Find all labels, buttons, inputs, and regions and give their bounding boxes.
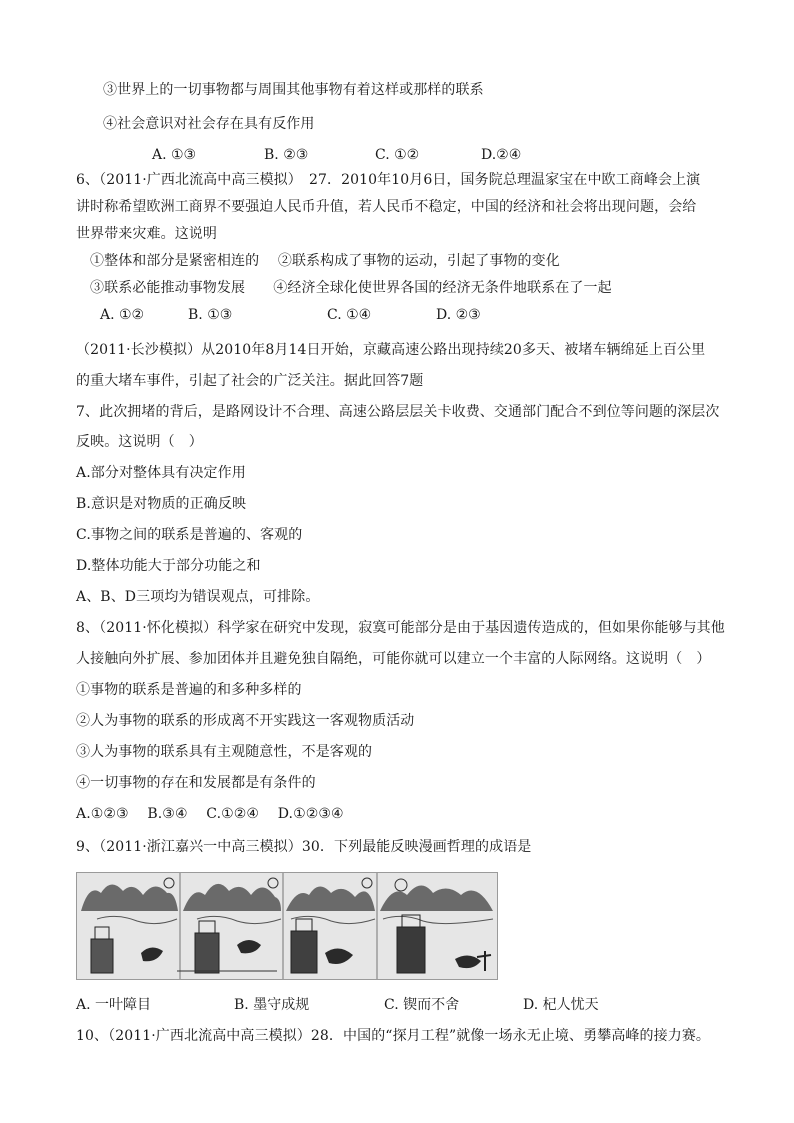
q6-statements-1-2: ①整体和部分是紧密相连的 ②联系构成了事物的运动，引起了事物的变化 [90,253,560,269]
q9-option-a: A. 一叶障目 [76,997,152,1013]
q6-option-c: C. ①④ [327,307,372,323]
q6-option-d: D. ②③ [436,307,481,323]
q10-stem-line-1: 10、（2011·广西北流高中高三模拟）28．中国的“探月工程”就像一场永无止境、勇攀高峰的接力赛。 [76,1028,711,1044]
q7-option-d: D.整体功能大于部分功能之和 [76,558,261,574]
q5-option-c: C. ①② [375,147,420,163]
q8-stem-line-2: 人接触向外扩展、参加团体并且避免独自隔绝，可能你就可以建立一个丰富的人际网络。这说明（ ） [76,651,711,667]
q9-option-b: B. 墨守成规 [234,997,310,1013]
q6-option-b: B. ①③ [188,307,233,323]
q6-statements-3-4: ③联系必能推动事物发展 ④经济全球化使世界各国的经济无条件地联系在了一起 [90,280,612,296]
q8-statement-1: ①事物的联系是普遍的和多种多样的 [76,682,302,698]
q7-context-line-2: 的重大堵车事件，引起了社会的广泛关注。据此回答7题 [76,373,424,389]
q5-option-b: B. ②③ [264,147,309,163]
q6-options [0,305,794,325]
q7-stem-line-2: 反映。这说明（ ） [76,434,203,450]
cartoon-drawing [77,873,497,979]
q8-stem-line-1: 8、（2011·怀化模拟）科学家在研究中发现，寂寞可能部分是由于基因遗传造成的，但如果你能够与其他 [76,620,725,636]
q5-options [0,145,794,165]
q8-statement-4: ④一切事物的存在和发展都是有条件的 [76,775,316,791]
q8-statement-2: ②人为事物的联系的形成离不开实践这一客观物质活动 [76,713,415,729]
q7-option-c: C.事物之间的联系是普遍的、客观的 [76,527,303,543]
q6-stem-line-1: 6、（2011·广西北流高中高三模拟） 27．2010年10月6日，国务院总理温家宝在中欧工商峰会上演 [76,172,701,188]
q5-option-d: D.②④ [481,147,522,163]
q9-stem: 9、（2011·浙江嘉兴一中高三模拟）30．下列最能反映漫画哲理的成语是 [76,839,532,855]
q9-options [0,995,794,1015]
q6-stem-line-2: 讲时称希望欧洲工商界不要强迫人民币升值，若人民币不稳定，中国的经济和社会将出现问题，会给 [76,199,697,215]
q6-stem-line-3: 世界带来灾难。这说明 [76,226,217,242]
q7-explanation: A、B、D三项均为错误观点，可排除。 [76,589,320,605]
q7-option-a: A.部分对整体具有决定作用 [76,465,246,481]
q5-statement-4: ④社会意识对社会存在具有反作用 [103,116,315,132]
q8-options: A.①②③ B.③④ C.①②④ D.①②③④ [76,806,344,822]
q8-statement-3: ③人为事物的联系具有主观随意性，不是客观的 [76,744,373,760]
q6-option-a: A. ①② [100,307,145,323]
q7-stem-line-1: 7、此次拥堵的背后，是路网设计不合理、高速公路层层关卡收费、交通部门配合不到位等问题的深层次 [76,404,720,420]
q5-option-a: A. ①③ [152,147,197,163]
q5-statement-3: ③世界上的一切事物都与周围其他事物有着这样或那样的联系 [103,82,484,98]
cartoon-image [76,872,498,980]
q9-option-c: C. 锲而不舍 [384,997,460,1013]
q7-option-b: B.意识是对物质的正确反映 [76,496,247,512]
q9-option-d: D. 杞人忧天 [523,997,599,1013]
q7-context-line-1: （2011·长沙模拟）从2010年8月14日开始，京藏高速公路出现持续20多天、被堵车辆绵延上百公里 [76,342,706,358]
